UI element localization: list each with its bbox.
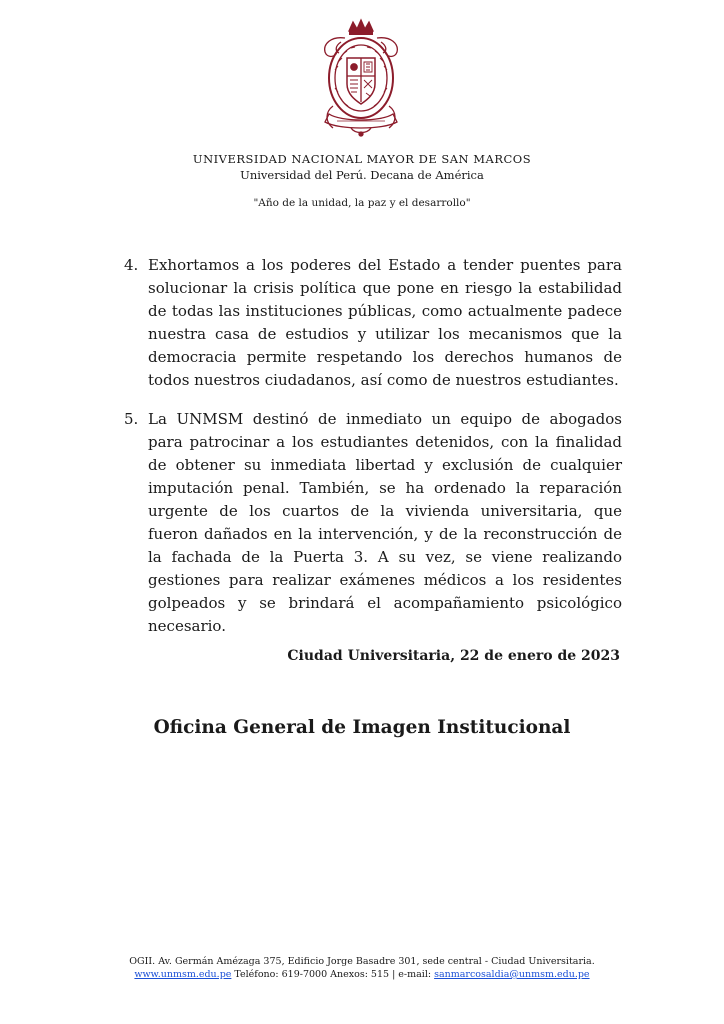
email-link[interactable]: sanmarcosaldia@unmsm.edu.pe [434, 969, 590, 980]
page-footer [0, 955, 724, 981]
list-item [122, 254, 622, 392]
item-number: 4. [124, 256, 139, 274]
university-subtitle: Universidad del Perú. Decana de América [240, 168, 484, 182]
statement-list [122, 254, 622, 638]
website-link[interactable]: www.unmsm.edu.pe [134, 969, 232, 980]
item-number: 5. [124, 410, 139, 428]
footer-contact-line [0, 968, 724, 981]
date-line: Ciudad Universitaria, 22 de enero de 2023 [287, 648, 620, 664]
item-text: La UNMSM destinó de inmediato un equipo de abogados para patrocinar a los estudiantes detenidos, con la finalidad de obtener su inmediata libertad y exclusión de cualquier imputación penal. También, se ha ordenado la reparación urgente de los cuartos de la vivienda universitaria, que fueron dañados en la intervención, y de la reconstrucción de la fachada de la Puerta 3. A su vez, se viene realizando gestiones para realizar exámenes médicos a los residentes golpeados y se brindará el acompañamiento psicológico necesario. [148, 410, 622, 635]
university-seal [311, 18, 411, 138]
document-header [0, 151, 724, 210]
issuing-office: Oficina General de Imagen Institucional [153, 717, 571, 738]
footer-address: OGII. Av. Germán Amézaga 375, Edificio Jorge Basadre 301, sede central - Ciudad Universitaria. [129, 956, 595, 967]
university-name: UNIVERSIDAD NACIONAL MAYOR DE SAN MARCOS [192, 152, 532, 166]
list-item [122, 408, 622, 638]
item-text: Exhortamos a los poderes del Estado a tender puentes para solucionar la crisis política que pone en riesgo la estabilidad de todas las instituciones públicas, como actualmente padece nuestra casa de estudios y utilizar los mecanismos que la democracia permite respetando los derechos humanos de todos nuestros ciudadanos, así como de nuestros estudiantes. [148, 256, 622, 389]
year-motto: "Año de la unidad, la paz y el desarrollo" [253, 197, 471, 209]
footer-phone: Teléfono: 619-7000 Anexos: 515 | e-mail: [231, 969, 435, 980]
